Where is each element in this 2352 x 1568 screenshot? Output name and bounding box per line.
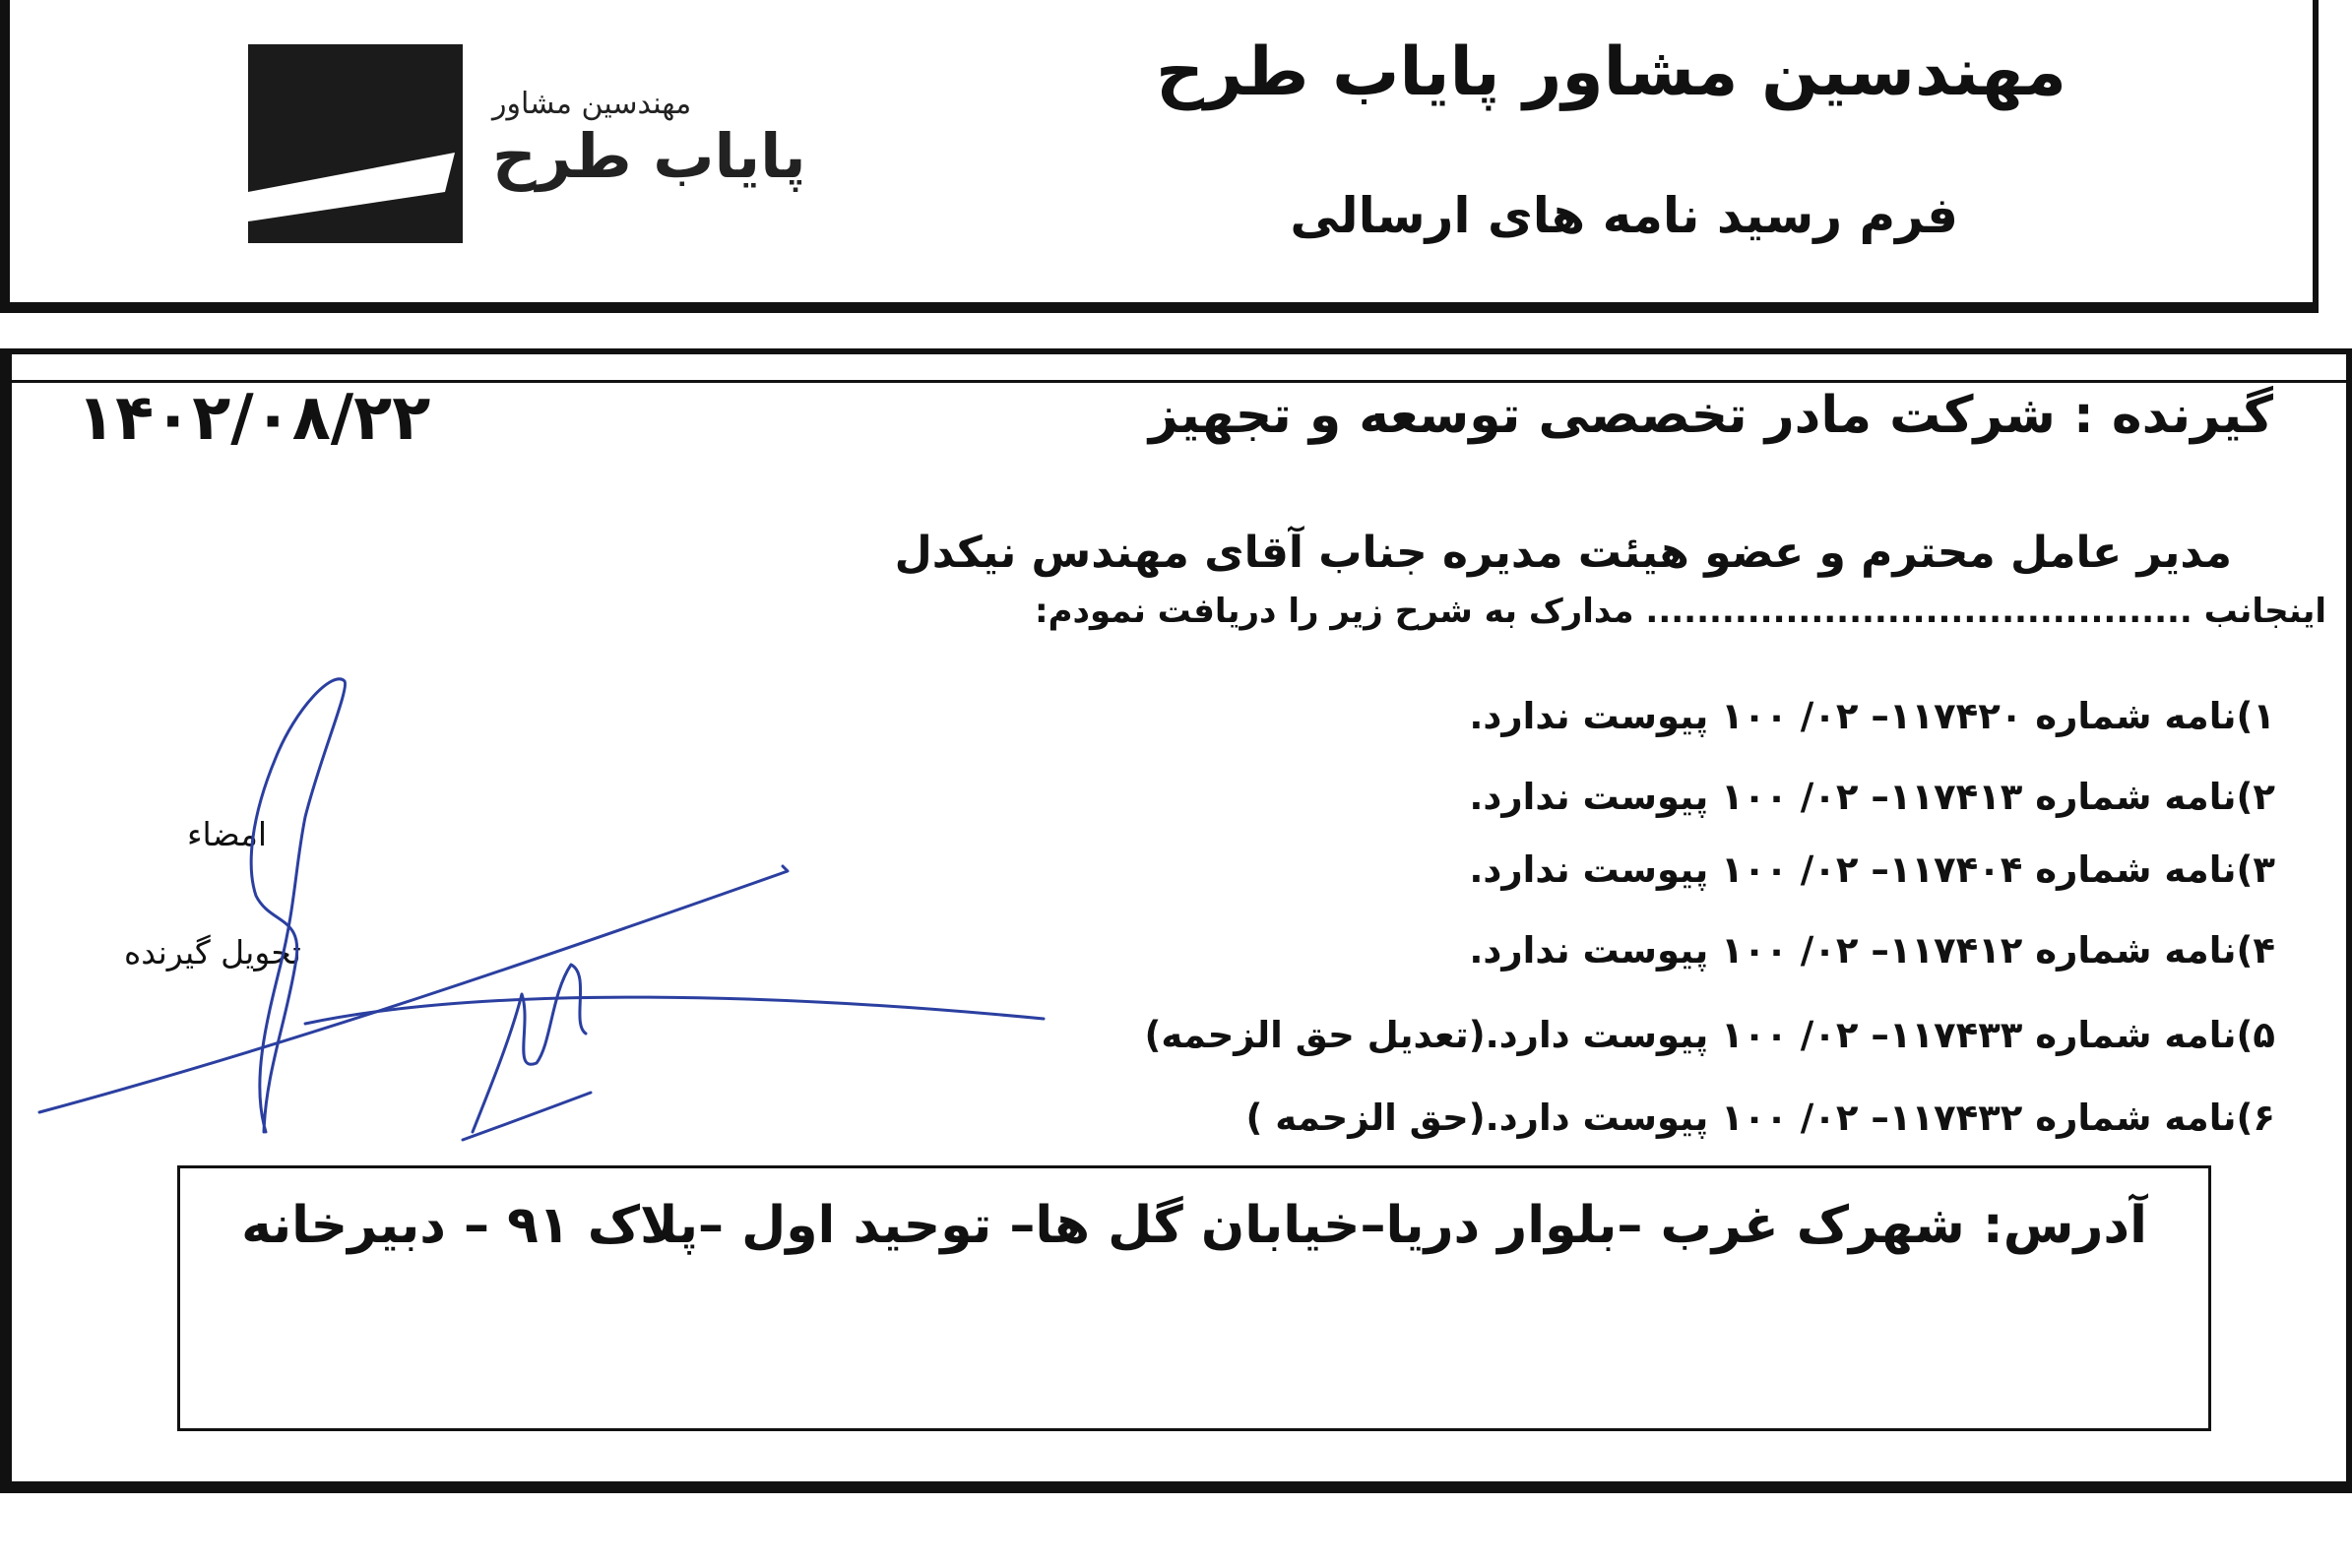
- letter-item-6: ۶)نامه شماره ۱۱۷۴۳۲– ۰۲/ ۱۰۰ پیوست دارد.(حق الزحمه ): [1245, 1097, 2275, 1139]
- letter-item-3: ۳)نامه شماره ۱۱۷۴۰۴– ۰۲/ ۱۰۰ پیوست ندارد.: [1469, 848, 2275, 891]
- signature-label: امضاء: [187, 815, 268, 853]
- letter-item-4: ۴)نامه شماره ۱۱۷۴۱۲– ۰۲/ ۱۰۰ پیوست ندارد.: [1469, 929, 2275, 972]
- logo-subtitle: مهندسین مشاور: [492, 87, 692, 121]
- company-logo-mark: [248, 44, 463, 243]
- delivery-recipient-label: تحویل گیرنده: [124, 933, 301, 972]
- letter-date: ۱۴۰۲/۰۸/۲۲: [77, 382, 431, 455]
- company-title: مهندسین مشاور پایاب طرح: [1156, 33, 2066, 111]
- logo-stripe-icon: [248, 44, 463, 243]
- logo-name: پایاب طرح: [492, 120, 806, 192]
- handwritten-signature-icon: [0, 669, 1083, 1181]
- address-text: آدرس: شهرک غرب –بلوار دریا–خیابان گل ها– توحید اول –پلاک ۹۱ – دبیرخانه: [241, 1196, 2147, 1255]
- address-box: [177, 1165, 2211, 1431]
- letter-item-1: ۱)نامه شماره ۱۱۷۴۲۰– ۰۲/ ۱۰۰ پیوست ندارد.: [1469, 695, 2275, 737]
- recipient-line: گیرنده : شرکت مادر تخصصی توسعه و تجهیز: [1148, 386, 2273, 445]
- header-border-left: [0, 0, 10, 313]
- salutation: مدیر عامل محترم و عضو هیئت مدیره جناب آقای مهندس نیکدل: [894, 528, 2232, 578]
- acknowledgement-line: اینجانب ........................................... مدارک به شرح زیر را دریافت نمودم:: [1035, 592, 2326, 631]
- form-title: فرم رسید نامه های ارسالی: [1290, 187, 1958, 244]
- letter-item-5: ۵)نامه شماره ۱۱۷۴۳۳– ۰۲/ ۱۰۰ پیوست دارد.(تعدیل حق الزحمه): [1144, 1014, 2275, 1056]
- letter-item-2: ۲)نامه شماره ۱۱۷۴۱۳– ۰۲/ ۱۰۰ پیوست ندارد.: [1469, 776, 2275, 818]
